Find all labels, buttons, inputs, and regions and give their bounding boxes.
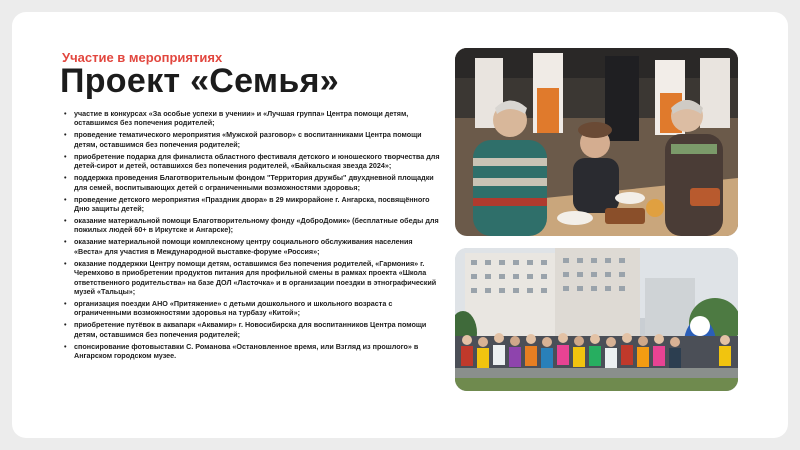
list-item: • оказание материальной помощи Благотворительному фонду «ДоброДомик» (бесплатные обеды для пожилых людей 60+ в Иркутске и Ангарске); bbox=[62, 216, 440, 235]
list-item: • оказание материальной помощи комплексному центру социального обслуживания населения «Веста» для участия в Международной выставке-форуме «Россия»; bbox=[62, 237, 440, 256]
list-item: • организация поездки АНО «Притяжение» с детьми дошкольного и школьного возраста с ограниченными возможностями здоровья на турбазу «Китой»; bbox=[62, 299, 440, 318]
list-item: • проведение тематического мероприятия «Мужской разговор» с воспитанниками Центра помощи детям, оставшимся без попечения родителей; bbox=[62, 130, 440, 149]
page-title: Проект «Семья» bbox=[60, 62, 339, 100]
list-item: • проведение детского мероприятия «Праздник двора» в 29 микрорайоне г. Ангарска, посвящённого Дню защиты детей; bbox=[62, 195, 440, 214]
list-item: • приобретение подарка для финалиста областного фестиваля детского и юношеского творчества для детей-сирот и детей, оставшихся без попечения родителей, «Байкальская звезда 2024»; bbox=[62, 152, 440, 171]
photo-yard-festival bbox=[455, 248, 738, 391]
list-item: • приобретение путёвок в аквапарк «Аквамир» г. Новосибирска для воспитанников Центра помощи детям, оставшимся без попечения родителей; bbox=[62, 320, 440, 339]
list-item: • оказание поддержки Центру помощи детям, оставшимся без попечения родителей, «Гармония» г. Черемхово в приобретении продуктов питания для профильной смены в рамках проекта «Школа ответственного родительства» на базе ДОЛ «Ласточка» и в организации поездки в этнографический музей «Тальцы»; bbox=[62, 259, 440, 297]
section-subtitle: Участие в мероприятиях bbox=[62, 50, 223, 65]
list-item: • спонсирование фотовыставки С. Романова «Остановленное время, или Взгляд из прошлого» в Ангарском городском музее. bbox=[62, 342, 440, 361]
list-item: • участие в конкурсах «За особые успехи в учении» и «Лучшая группа» Центра помощи детям, оставшимся без попечения родителей; bbox=[62, 109, 440, 128]
activities-list bbox=[62, 109, 440, 363]
list-item: • поддержка проведения Благотворительным фондом "Территория дружбы" двухдневной площадки для семей, воспитывающих детей с ограниченными возможностями здоровья; bbox=[62, 173, 440, 192]
photo-dinner bbox=[455, 48, 738, 236]
